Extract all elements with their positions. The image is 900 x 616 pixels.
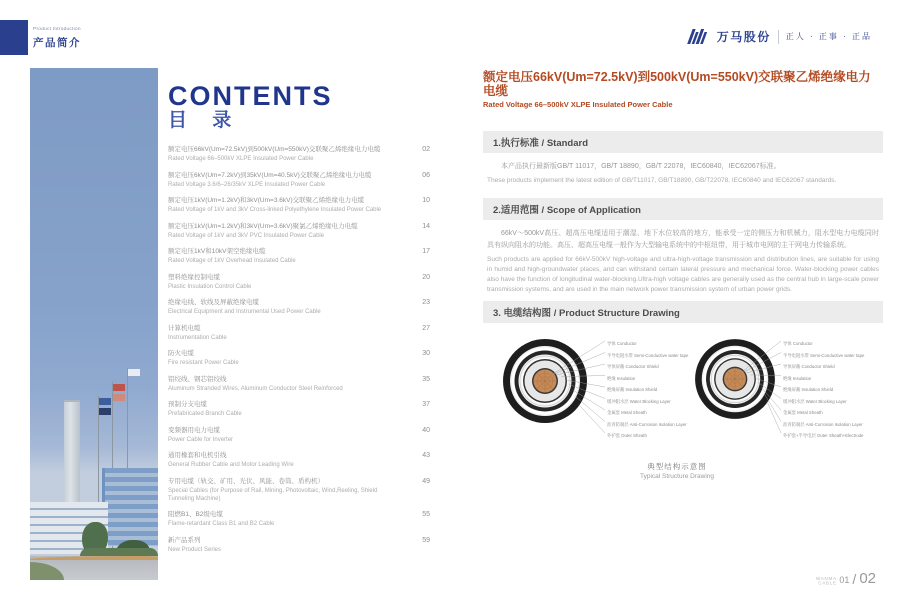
toc-item-title: 计算机电缆 bbox=[168, 324, 201, 332]
toc-item-title: 额定电压66kV(Um=72.5kV)到500kV(Um=550kV)交联聚乙烯绝缘电力电缆 bbox=[168, 146, 381, 153]
toc-item-title: 额定电压6kV(Um=7.2kV)到35kV(Um=40.5kV)交联聚乙烯绝缘电力电缆 bbox=[168, 171, 372, 179]
cable-layer-label: 金属套 Metal Sheath bbox=[783, 411, 823, 416]
cable-layer-label: 导体屏蔽 Conductor Shield bbox=[783, 365, 835, 370]
cable-layer-labels-right bbox=[783, 335, 879, 439]
photo-flag-white bbox=[128, 369, 140, 376]
toc-item-subtitle: General Rubber Cable and Motor Leading Wire bbox=[168, 462, 294, 468]
toc-item-subtitle: Electrical Equipment and Instrumental Used Power Cable bbox=[168, 309, 321, 315]
toc-item bbox=[168, 171, 430, 189]
article-panel bbox=[483, 70, 883, 480]
article-title-en: Rated Voltage 66–500kV XLPE Insulated Power Cable bbox=[483, 100, 673, 109]
diagram-caption-zh: 典型结构示意图 bbox=[647, 462, 707, 471]
corner-accent-block bbox=[0, 20, 28, 55]
cable-layer-label: 缓冲阻水层 Water Blocking Layer bbox=[783, 399, 847, 404]
toc-item-title: 专用电缆（轨交、矿用、光伏、风能、卷筒、盾构机） bbox=[168, 477, 324, 485]
toc-item bbox=[168, 349, 430, 367]
toc-item bbox=[168, 536, 430, 554]
toc-item bbox=[168, 145, 430, 163]
cable-cross-section-left bbox=[503, 339, 587, 423]
scope-body-zh: 66kV～500kV高压、超高压电缆适用于潮湿、地下水位较高的地方，能承受一定的侧压力和机械力，阻水型电力电缆同时具有纵向阻水的功能。高压、超高压电缆一般作为大型输电系统中的中枢纽带，用于城市电网的主干网电力传输系统。 bbox=[487, 230, 879, 249]
cable-layer-label: 半导电阻水带 Semi-Conductive water tape bbox=[607, 353, 689, 358]
toc-item-page: 49 bbox=[422, 477, 430, 485]
toc-item-subtitle: New Product Series bbox=[168, 546, 222, 553]
cable-layer-label: 沥青防腐层 Anti-Corrosion Isolation Layer bbox=[607, 422, 687, 427]
toc-item bbox=[168, 273, 430, 291]
building-photo bbox=[30, 68, 158, 580]
toc-item-subtitle: Aluminum Stranded Wires, Aluminum Conductor Steel Reinforced bbox=[168, 385, 343, 392]
brand-name: 万马股份 bbox=[716, 30, 771, 44]
toc-item-title: 防火电缆 bbox=[168, 350, 194, 357]
photo-curb bbox=[30, 556, 158, 560]
toc-item-subtitle: Instrumentation Cable bbox=[168, 334, 227, 341]
toc-item-title: 额定电压1kV(Um=1.2kV)和3kV(Um=3.6kV)交联聚乙烯绝缘电力电缆 bbox=[168, 197, 365, 204]
toc-item-page: 06 bbox=[422, 171, 430, 179]
toc-item-page: 02 bbox=[422, 146, 430, 153]
toc-item-title: 通用橡套和电机引线 bbox=[168, 452, 227, 459]
toc-item bbox=[168, 375, 430, 393]
toc-item-subtitle: Prefabricated Branch Cable bbox=[168, 411, 242, 417]
page-number-separator: / bbox=[852, 571, 857, 587]
toc-item bbox=[168, 426, 430, 444]
toc-item-subtitle: Fire resistant Power Cable bbox=[168, 360, 239, 366]
standard-body-en: These products implement the latest edition of GB/T11017, GB/T18890, GB/T22078, IEC60840 and IEC62067 standards. bbox=[487, 177, 837, 184]
photo-flag-navy bbox=[99, 408, 111, 415]
toc-item bbox=[168, 477, 430, 503]
photo-flag-red bbox=[113, 384, 125, 391]
footer-brand bbox=[816, 577, 837, 586]
toc-item bbox=[168, 222, 430, 240]
toc-item-page: 30 bbox=[422, 350, 430, 357]
toc-item-title: 额定电压1kV和10kV架空绝缘电缆 bbox=[168, 248, 266, 255]
section-heading-standard: 1.执行标准 / Standard bbox=[483, 131, 883, 153]
cable-layer-label: 导体屏蔽 Conductor Shield bbox=[607, 365, 659, 370]
toc-item-page: 55 bbox=[422, 511, 430, 518]
toc-item-page: 27 bbox=[422, 324, 430, 332]
table-of-contents bbox=[168, 145, 430, 554]
cable-layer-label: 绝缘屏蔽 Insulation Shield bbox=[607, 388, 658, 393]
footer-brand-line2: CABLE bbox=[817, 581, 837, 586]
brand-divider bbox=[778, 30, 779, 44]
cable-layer-labels-left bbox=[607, 335, 703, 439]
toc-item-page: 37 bbox=[422, 401, 430, 408]
standard-body-zh: 本产品执行最新版GB/T 11017，GB/T 18890，GB/T 22078，IEC60840，IEC62067标准。 bbox=[501, 163, 781, 170]
toc-item-title: 额定电压1kV(Um=1.2kV)和3kV(Um=3.6kV)聚氯乙烯绝缘电力电缆 bbox=[168, 222, 358, 230]
toc-item bbox=[168, 247, 430, 265]
toc-item-page: 40 bbox=[422, 426, 430, 434]
contents-subtitle: 目 录 bbox=[168, 110, 242, 131]
section-heading-scope: 2.适用范围 / Scope of Application bbox=[483, 198, 883, 220]
section-eyebrow bbox=[33, 27, 93, 50]
toc-item bbox=[168, 196, 430, 214]
toc-item-title: 塑料绝缘控制电缆 bbox=[168, 273, 220, 281]
toc-item-subtitle: Rated Voltage 3.6/6–26/35kV XLPE Insulated Power Cable bbox=[168, 181, 326, 188]
section-label-en: Product Introduction bbox=[33, 27, 81, 32]
toc-item-page: 17 bbox=[422, 248, 430, 255]
section-label-zh: 产品简介 bbox=[33, 37, 81, 49]
toc-item-subtitle: Rated Voltage 66–500kV XLPE Insulated Power Cable bbox=[168, 156, 314, 162]
wanma-logo-icon bbox=[686, 28, 710, 45]
toc-item-page: 10 bbox=[422, 197, 430, 204]
diagram-caption-en: Typical Structure Drawing bbox=[639, 473, 715, 480]
toc-item-subtitle: Power Cable for Inverter bbox=[168, 436, 234, 443]
cable-structure-diagram bbox=[483, 327, 883, 459]
cable-layer-label: 导体 Conductor bbox=[607, 342, 637, 347]
toc-item bbox=[168, 510, 430, 528]
toc-item-page: 43 bbox=[422, 452, 430, 459]
toc-item-title: 预制分支电缆 bbox=[168, 401, 207, 408]
toc-item bbox=[168, 451, 430, 469]
toc-item-title: 新产品系列 bbox=[168, 536, 201, 544]
toc-item-page: 14 bbox=[422, 222, 430, 230]
cable-layer-label: 外护套+半导电层 Outer Sheath+Electrode bbox=[783, 434, 864, 439]
photo-flag-blue bbox=[99, 398, 111, 405]
page-number-total: 02 bbox=[859, 570, 876, 587]
toc-item-subtitle: Plastic Insulation Control Cable bbox=[168, 283, 252, 290]
toc-item-page: 20 bbox=[422, 273, 430, 281]
brand-bar bbox=[686, 28, 872, 45]
toc-item bbox=[168, 324, 430, 342]
cable-layer-label: 绝缘 Insulation bbox=[783, 376, 812, 381]
toc-item-subtitle: Rated Voltage of 1kV and 3kV PVC Insulated Power Cable bbox=[168, 232, 325, 239]
toc-item-title: 铝绞线、钢芯铝绞线 bbox=[168, 375, 227, 383]
cable-layer-label: 绝缘屏蔽 Insulation Shield bbox=[783, 388, 834, 393]
cable-layer-label: 半导电阻水带 Semi-Conductive water tape bbox=[783, 353, 865, 358]
toc-item-page: 23 bbox=[422, 299, 430, 306]
section-heading-structure: 3. 电缆结构图 / Product Structure Drawing bbox=[483, 301, 883, 323]
toc-item-page: 59 bbox=[422, 536, 430, 544]
toc-item-page: 35 bbox=[422, 375, 430, 383]
diagram-caption bbox=[592, 461, 762, 480]
toc-item-subtitle: Rated Voltage of 1kV Overhead Insulated Cable bbox=[168, 258, 296, 264]
photo-building-right bbox=[102, 468, 158, 546]
toc-item-subtitle: Special Cables (for Purpose of Rail, Mining, Photovoltaic, Wind,Reeling, Shield Tunneling Machine) bbox=[168, 487, 378, 502]
cable-layer-label: 绝缘 Insulation bbox=[607, 376, 636, 381]
cable-cross-section-right bbox=[695, 339, 775, 419]
contents-title: CONTENTS bbox=[168, 81, 333, 111]
scope-body-en: Such products are applied for 66kV-500kV high-voltage and ultra-high-voltage transmission and distribution lines, are suitable for using in humid and high-groundwater places, and can withstand certain lateral pressure and mechanical force. Water-blocking power cables also have the function of longitudinal water-blocking.Ultra-high voltage cables are generally used as the central hub in large-scale power transmission systems, and are used in the main network power transmission system of urban power grids. bbox=[487, 256, 879, 293]
toc-item-subtitle: Flame-retardant Class B1 and B2 Cable bbox=[168, 521, 275, 527]
toc-item bbox=[168, 298, 430, 316]
toc-item-title: 变频器用电力电缆 bbox=[168, 426, 220, 434]
brand-slogan: 正人 · 正事 · 正品 bbox=[785, 32, 872, 41]
contents-panel bbox=[168, 82, 430, 561]
cable-layer-label: 沥青防腐层 Anti-Corrosion Isolation Layer bbox=[783, 422, 863, 427]
photo-flag-red bbox=[113, 394, 125, 401]
cable-layer-label: 外护套 Outer Sheath bbox=[607, 434, 647, 439]
article-title-zh: 额定电压66kV(Um=72.5kV)到500kV(Um=550kV)交联聚乙烯绝缘电力电缆 bbox=[483, 70, 871, 98]
footer-brand-line1: WANMA bbox=[815, 577, 837, 582]
toc-item-title: 绝缘电线、软线及屏蔽绝缘电缆 bbox=[168, 299, 259, 306]
toc-item-title: 阻燃B1、B2级电缆 bbox=[168, 511, 223, 518]
page-number-current: 01 bbox=[839, 575, 850, 585]
cable-layer-label: 缓冲阻水层 Water Blocking Layer bbox=[607, 399, 671, 404]
toc-item-subtitle: Rated Voltage of 1kV and 3kV Cross-linked Polyethylene Insulated Power Cable bbox=[168, 207, 382, 213]
cable-layer-label: 金属套 Metal Sheath bbox=[607, 411, 647, 416]
page-footer bbox=[809, 571, 876, 586]
cable-layer-label: 导体 Conductor bbox=[783, 342, 813, 347]
toc-item bbox=[168, 400, 430, 418]
